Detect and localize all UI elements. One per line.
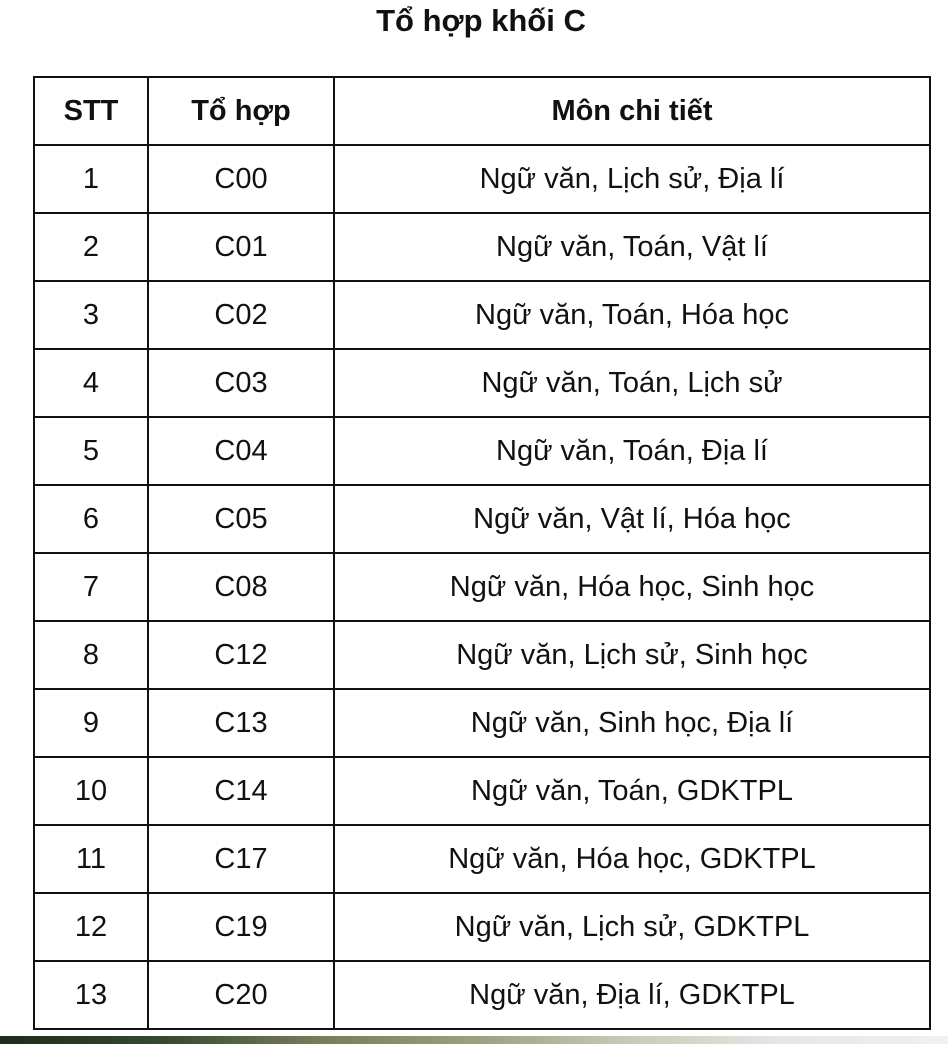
table-container [33,76,948,1036]
table-row [34,281,930,349]
cell-code: C00 [148,145,334,213]
cell-subjects: Ngữ văn, Toán, Lịch sử [334,349,930,417]
cell-subjects: Ngữ văn, Hóa học, Sinh học [334,553,930,621]
table-header-row [34,77,930,145]
cell-subjects: Ngữ văn, Toán, Vật lí [334,213,930,281]
cell-stt: 4 [34,349,148,417]
subject-combination-table [33,76,931,1030]
cell-code: C13 [148,689,334,757]
table-row [34,485,930,553]
table-row [34,961,930,1029]
cell-stt: 6 [34,485,148,553]
cell-code: C20 [148,961,334,1029]
header-combination: Tổ hợp [148,77,334,145]
cell-code: C14 [148,757,334,825]
table-row [34,553,930,621]
cell-subjects: Ngữ văn, Sinh học, Địa lí [334,689,930,757]
cell-stt: 1 [34,145,148,213]
table-row [34,825,930,893]
cell-subjects: Ngữ văn, Địa lí, GDKTPL [334,961,930,1029]
cell-code: C01 [148,213,334,281]
cell-code: C17 [148,825,334,893]
cell-stt: 3 [34,281,148,349]
cell-subjects: Ngữ văn, Lịch sử, Sinh học [334,621,930,689]
table-row [34,621,930,689]
table-row [34,757,930,825]
cell-stt: 11 [34,825,148,893]
cell-stt: 12 [34,893,148,961]
cell-code: C02 [148,281,334,349]
cell-code: C04 [148,417,334,485]
cell-code: C03 [148,349,334,417]
page-title: Tổ hợp khối C [376,3,586,38]
cell-subjects: Ngữ văn, Lịch sử, Địa lí [334,145,930,213]
table-row [34,893,930,961]
table-row [34,213,930,281]
cell-code: C19 [148,893,334,961]
cell-stt: 8 [34,621,148,689]
cell-stt: 2 [34,213,148,281]
cell-stt: 13 [34,961,148,1029]
cell-subjects: Ngữ văn, Hóa học, GDKTPL [334,825,930,893]
cell-code: C05 [148,485,334,553]
table-row [34,417,930,485]
table-row [34,349,930,417]
header-stt: STT [34,77,148,145]
cell-stt: 7 [34,553,148,621]
cell-code: C08 [148,553,334,621]
cell-stt: 9 [34,689,148,757]
cell-code: C12 [148,621,334,689]
cell-subjects: Ngữ văn, Toán, Địa lí [334,417,930,485]
cell-subjects: Ngữ văn, Toán, GDKTPL [334,757,930,825]
table-row [34,145,930,213]
cell-stt: 5 [34,417,148,485]
background-image-strip [0,1036,948,1044]
table-row [34,689,930,757]
cell-subjects: Ngữ văn, Toán, Hóa học [334,281,930,349]
cell-subjects: Ngữ văn, Vật lí, Hóa học [334,485,930,553]
cell-subjects: Ngữ văn, Lịch sử, GDKTPL [334,893,930,961]
header-subjects: Môn chi tiết [334,77,930,145]
cell-stt: 10 [34,757,148,825]
